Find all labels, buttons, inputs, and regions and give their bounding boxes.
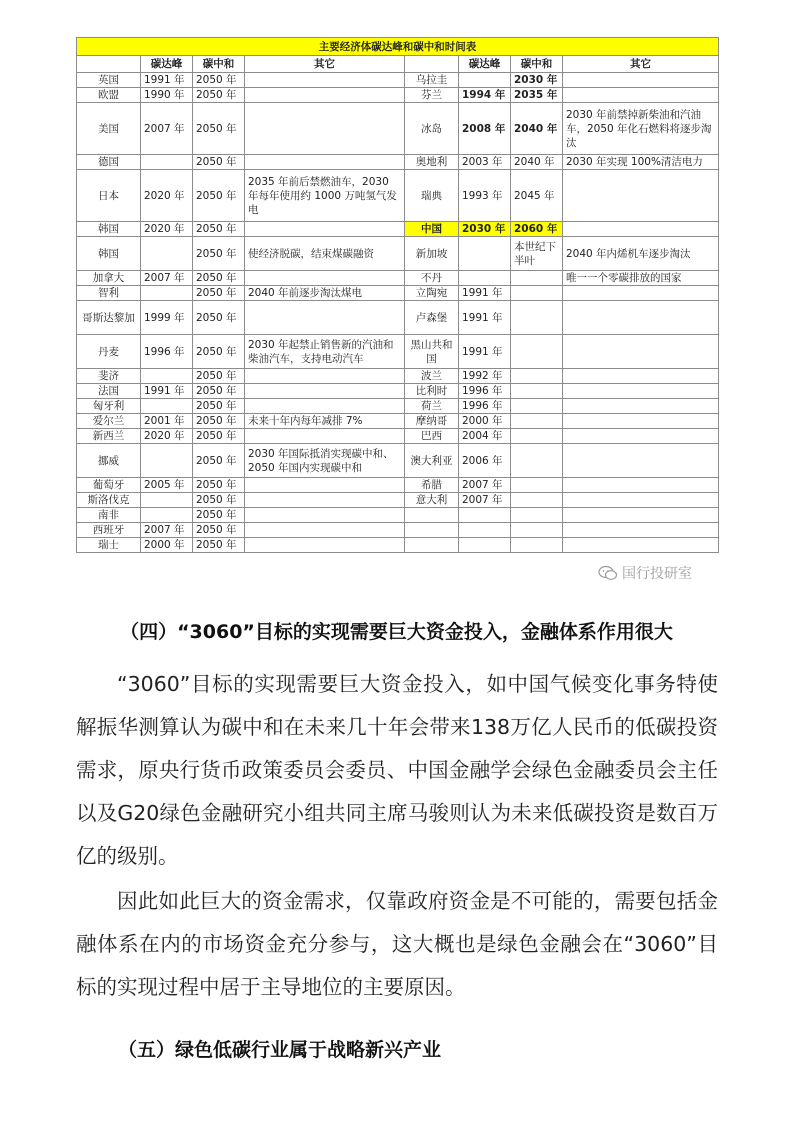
table-cell-c2: 不丹	[405, 271, 459, 286]
table-cell-p1: 1990 年	[141, 88, 193, 103]
header-cell: 碳中和	[193, 56, 245, 73]
table-cell-c1: 韩国	[77, 222, 141, 237]
table-cell-c2: 荷兰	[405, 399, 459, 414]
table-cell-n2: 2035 年	[511, 88, 563, 103]
table-cell-c1: 美国	[77, 103, 141, 155]
table-cell-n2	[511, 335, 563, 369]
table-cell-o2	[563, 335, 719, 369]
table-cell-o2	[563, 170, 719, 222]
table-cell-o1	[245, 493, 405, 508]
table-cell-o2	[563, 384, 719, 399]
table-cell-p2: 1996 年	[459, 384, 511, 399]
table-cell-p1: 2007 年	[141, 523, 193, 538]
table-cell-c1: 加拿大	[77, 271, 141, 286]
table-cell-p1: 2020 年	[141, 429, 193, 444]
table-row	[77, 237, 719, 271]
table-row	[77, 170, 719, 222]
table-row	[77, 444, 719, 478]
table-cell-n1: 2050 年	[193, 73, 245, 88]
table-cell-c2	[405, 523, 459, 538]
table-cell-p2: 2007 年	[459, 478, 511, 493]
table-cell-p2: 2030 年	[459, 222, 511, 237]
header-cell: 碳中和	[511, 56, 563, 73]
table-cell-c1: 哥斯达黎加	[77, 301, 141, 335]
table-cell-p1: 2000 年	[141, 538, 193, 553]
table-title: 主要经济体碳达峰和碳中和时间表	[77, 38, 719, 56]
table-cell-c2: 中国	[405, 222, 459, 237]
table-cell-n1: 2050 年	[193, 335, 245, 369]
table-cell-c1: 法国	[77, 384, 141, 399]
table-cell-o2	[563, 538, 719, 553]
table-cell-p2: 2006 年	[459, 444, 511, 478]
table-row	[77, 103, 719, 155]
table-cell-p1	[141, 508, 193, 523]
table-cell-o1	[245, 478, 405, 493]
table-cell-o1	[245, 429, 405, 444]
table-row	[77, 301, 719, 335]
table-cell-o1	[245, 508, 405, 523]
table-cell-o1: 2040 年前逐步淘汰煤电	[245, 286, 405, 301]
table-cell-o2	[563, 493, 719, 508]
table-cell-c2: 摩纳哥	[405, 414, 459, 429]
table-cell-o2: 2030 年前禁掉新柴油和汽油车，2050 年化石燃料将逐步淘汰	[563, 103, 719, 155]
table-cell-c2: 巴西	[405, 429, 459, 444]
table-cell-c2: 波兰	[405, 369, 459, 384]
table-cell-o2: 2030 年实现 100%清洁电力	[563, 155, 719, 170]
table-cell-c1: 西班牙	[77, 523, 141, 538]
table-cell-n2	[511, 493, 563, 508]
table-cell-c2: 意大利	[405, 493, 459, 508]
header-cell	[405, 56, 459, 73]
table-cell-n1: 2050 年	[193, 493, 245, 508]
table-cell-c1: 新西兰	[77, 429, 141, 444]
table-cell-p1: 2020 年	[141, 170, 193, 222]
wechat-icon	[598, 565, 618, 581]
table-cell-c1: 匈牙利	[77, 399, 141, 414]
table-cell-n2: 2030 年	[511, 73, 563, 88]
table-cell-o2: 2040 年内烯机车逐步淘汰	[563, 237, 719, 271]
table-cell-n2: 本世纪下半叶	[511, 237, 563, 271]
table-cell-p1: 1991 年	[141, 384, 193, 399]
table-cell-c1: 韩国	[77, 237, 141, 271]
table-cell-c1: 斐济	[77, 369, 141, 384]
table-cell-o1: 2030 年起禁止销售新的汽油和柴油汽车，支持电动汽车	[245, 335, 405, 369]
table-cell-p2	[459, 73, 511, 88]
table-cell-p1	[141, 399, 193, 414]
table-cell-n2	[511, 523, 563, 538]
table-row	[77, 335, 719, 369]
table-cell-o1	[245, 399, 405, 414]
table-cell-n2	[511, 301, 563, 335]
watermark-text: 国行投研室	[622, 566, 692, 582]
table-cell-c2: 奥地利	[405, 155, 459, 170]
section-heading-5: （五）绿色低碳行业属于战略新兴产业	[118, 1039, 442, 1061]
table-cell-c1: 瑞士	[77, 538, 141, 553]
table-cell-o1	[245, 538, 405, 553]
table-cell-o2	[563, 429, 719, 444]
table-cell-o1	[245, 222, 405, 237]
table-cell-p2: 2004 年	[459, 429, 511, 444]
table-cell-p2	[459, 271, 511, 286]
paragraph-2: 因此如此巨大的资金需求，仅靠政府资金是不可能的，需要包括金融体系在内的市场资金充分参与，这大概也是绿色金融会在“3060”目标的实现过程中居于主导地位的主要原因。	[76, 889, 718, 999]
table-cell-o1	[245, 271, 405, 286]
table-cell-p2: 2000 年	[459, 414, 511, 429]
table-cell-p2	[459, 237, 511, 271]
table-cell-n1: 2050 年	[193, 384, 245, 399]
table-row	[77, 271, 719, 286]
table-cell-p2: 1992 年	[459, 369, 511, 384]
table-cell-o1: 使经济脱碳，结束煤碳融资	[245, 237, 405, 271]
table-cell-o2	[563, 478, 719, 493]
table-cell-n1: 2050 年	[193, 369, 245, 384]
table-cell-o2	[563, 508, 719, 523]
table-cell-n1: 2050 年	[193, 508, 245, 523]
table-cell-o2	[563, 369, 719, 384]
table-cell-n1: 2050 年	[193, 414, 245, 429]
table-row	[77, 538, 719, 553]
table-cell-n2: 2060 年	[511, 222, 563, 237]
table-cell-o1	[245, 88, 405, 103]
table-cell-c1: 日本	[77, 170, 141, 222]
table-cell-o1	[245, 369, 405, 384]
header-cell: 碳达峰	[141, 56, 193, 73]
table-cell-n1: 2050 年	[193, 88, 245, 103]
table-cell-o1	[245, 155, 405, 170]
table-row	[77, 493, 719, 508]
table-cell-n2: 2045 年	[511, 170, 563, 222]
table-cell-p1: 2007 年	[141, 103, 193, 155]
table-cell-o1: 2030 年国际抵消实现碳中和、2050 年国内实现碳中和	[245, 444, 405, 478]
table-cell-p1: 2005 年	[141, 478, 193, 493]
table-cell-o2	[563, 73, 719, 88]
table-cell-p2	[459, 523, 511, 538]
table-cell-o2	[563, 286, 719, 301]
table-cell-c1: 葡萄牙	[77, 478, 141, 493]
table-cell-o2	[563, 301, 719, 335]
table-cell-c2: 卢森堡	[405, 301, 459, 335]
table-cell-p1: 1999 年	[141, 301, 193, 335]
table-row	[77, 384, 719, 399]
header-cell: 其它	[245, 56, 405, 73]
table-cell-c1: 爱尔兰	[77, 414, 141, 429]
table-cell-p1	[141, 444, 193, 478]
header-cell	[77, 56, 141, 73]
table-cell-n2	[511, 271, 563, 286]
table-cell-c2: 乌拉圭	[405, 73, 459, 88]
watermark	[598, 563, 692, 583]
peak-neutral-table	[76, 37, 719, 553]
paragraph-1: “3060”目标的实现需要巨大资金投入，如中国气候变化事务特使解振华测算认为碳中和在未来几十年会带来138万亿人民币的低碳投资需求，原央行货币政策委员会委员、中国金融学会绿色金融委员会主任以及G20绿色金融研究小组共同主席马骏则认为未来低碳投资是数百万亿的级别。	[76, 672, 718, 868]
table-cell-n1: 2050 年	[193, 523, 245, 538]
table-cell-c2: 比利时	[405, 384, 459, 399]
table-cell-n2	[511, 414, 563, 429]
table-cell-o1	[245, 103, 405, 155]
table-cell-n2	[511, 429, 563, 444]
table-cell-p1: 1991 年	[141, 73, 193, 88]
table-cell-o1	[245, 523, 405, 538]
table-cell-c2	[405, 538, 459, 553]
table-cell-c1: 欧盟	[77, 88, 141, 103]
table-cell-c1: 智利	[77, 286, 141, 301]
table-cell-n2	[511, 399, 563, 414]
table-row	[77, 523, 719, 538]
table-cell-p1: 2001 年	[141, 414, 193, 429]
table-cell-p1	[141, 369, 193, 384]
header-cell: 碳达峰	[459, 56, 511, 73]
table-row	[77, 508, 719, 523]
table-row	[77, 155, 719, 170]
table-cell-o1: 未来十年内每年减排 7%	[245, 414, 405, 429]
table-cell-p1: 2020 年	[141, 222, 193, 237]
table-cell-o2	[563, 414, 719, 429]
table-cell-c1: 丹麦	[77, 335, 141, 369]
table-cell-n2: 2040 年	[511, 103, 563, 155]
table-cell-c2	[405, 508, 459, 523]
table-cell-n1: 2050 年	[193, 222, 245, 237]
table-cell-n1: 2050 年	[193, 271, 245, 286]
table-cell-p2: 1994 年	[459, 88, 511, 103]
table-cell-p1	[141, 155, 193, 170]
table-cell-n1: 2050 年	[193, 538, 245, 553]
table-cell-p1	[141, 493, 193, 508]
table-cell-o1	[245, 301, 405, 335]
table-cell-p2: 1991 年	[459, 335, 511, 369]
table-row	[77, 222, 719, 237]
table-cell-p1	[141, 286, 193, 301]
table-cell-o1	[245, 384, 405, 399]
table-cell-p2: 1996 年	[459, 399, 511, 414]
table-row	[77, 414, 719, 429]
table-cell-o2: 唯一一个零碳排放的国家	[563, 271, 719, 286]
table-row	[77, 286, 719, 301]
table-cell-p1: 1996 年	[141, 335, 193, 369]
table-cell-n1: 2050 年	[193, 399, 245, 414]
table-cell-c2: 新加坡	[405, 237, 459, 271]
table-cell-p2: 1991 年	[459, 301, 511, 335]
table-cell-p2: 1991 年	[459, 286, 511, 301]
table-cell-n2	[511, 508, 563, 523]
table-cell-p1: 2007 年	[141, 271, 193, 286]
table-cell-p2: 2007 年	[459, 493, 511, 508]
table-row	[77, 369, 719, 384]
table-cell-o1: 2035 年前后禁燃油车，2030 年每年使用约 1000 万吨氢气发电	[245, 170, 405, 222]
table-cell-n2	[511, 384, 563, 399]
table-cell-n1: 2050 年	[193, 103, 245, 155]
table-row	[77, 429, 719, 444]
table-cell-n1: 2050 年	[193, 429, 245, 444]
table-cell-n2	[511, 478, 563, 493]
table-row	[77, 73, 719, 88]
table-cell-n1: 2050 年	[193, 237, 245, 271]
table-cell-o2	[563, 523, 719, 538]
table-cell-c1: 德国	[77, 155, 141, 170]
table-cell-p2: 2003 年	[459, 155, 511, 170]
table-cell-n1: 2050 年	[193, 444, 245, 478]
table-cell-p2	[459, 508, 511, 523]
table-cell-c1: 南非	[77, 508, 141, 523]
table-cell-o2	[563, 399, 719, 414]
table-cell-p2: 2008 年	[459, 103, 511, 155]
table-cell-c2: 立陶宛	[405, 286, 459, 301]
table-cell-c2: 黑山共和国	[405, 335, 459, 369]
table-cell-n2	[511, 444, 563, 478]
table-cell-c1: 挪威	[77, 444, 141, 478]
table-cell-n1: 2050 年	[193, 301, 245, 335]
table-cell-p2: 1993 年	[459, 170, 511, 222]
table-cell-p1	[141, 237, 193, 271]
table-row	[77, 478, 719, 493]
table-cell-o2	[563, 444, 719, 478]
table-cell-c2: 芬兰	[405, 88, 459, 103]
table-cell-c1: 英国	[77, 73, 141, 88]
table-cell-c2: 瑞典	[405, 170, 459, 222]
table-cell-p2	[459, 538, 511, 553]
table-cell-o2	[563, 222, 719, 237]
table-cell-n1: 2050 年	[193, 155, 245, 170]
section-heading-4: （四）“3060”目标的实现需要巨大资金投入，金融体系作用很大	[120, 621, 673, 643]
table-cell-c1: 斯洛伐克	[77, 493, 141, 508]
table-row	[77, 88, 719, 103]
header-cell: 其它	[563, 56, 719, 73]
table-cell-n1: 2050 年	[193, 478, 245, 493]
table-cell-o1	[245, 73, 405, 88]
table-cell-n2	[511, 538, 563, 553]
table-cell-c2: 希腊	[405, 478, 459, 493]
table-cell-n1: 2050 年	[193, 286, 245, 301]
table-row	[77, 399, 719, 414]
table-cell-o2	[563, 88, 719, 103]
table-cell-c2: 澳大利亚	[405, 444, 459, 478]
table-cell-n2: 2040 年	[511, 155, 563, 170]
table-cell-n2	[511, 369, 563, 384]
table-cell-c2: 冰岛	[405, 103, 459, 155]
table-cell-n1: 2050 年	[193, 170, 245, 222]
table-cell-n2	[511, 286, 563, 301]
